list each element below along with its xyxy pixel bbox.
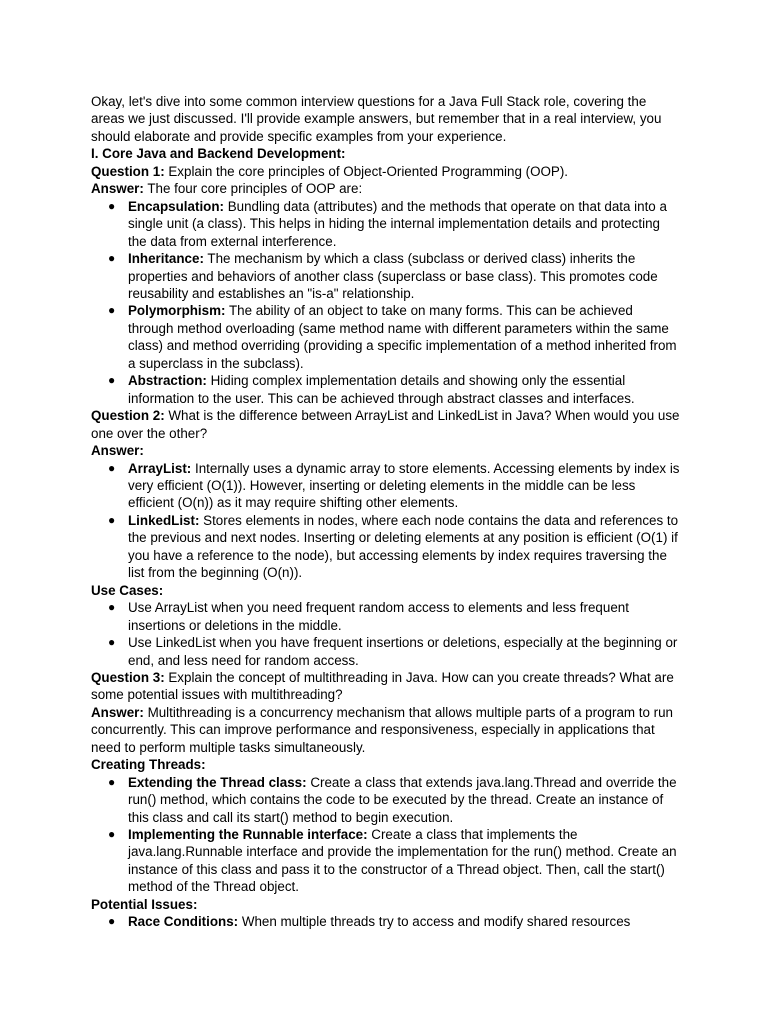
answer-1-label: Answer:: [91, 181, 144, 197]
bullet-icon: ●: [108, 600, 116, 615]
item-term: Polymorphism:: [128, 303, 226, 319]
item-term: Extending the Thread class:: [128, 774, 307, 790]
creating-threads-label: Creating Threads:: [91, 757, 206, 773]
item-text: Use ArrayList when you need frequent random access to elements and less frequent insertions or deletions in the middle.: [128, 600, 629, 633]
answer-2-label: Answer:: [91, 443, 144, 459]
item-term: Encapsulation:: [128, 198, 224, 214]
item-text: Bundling data (attributes) and the methods that operate on that data into a single unit (a class). This helps in hiding the internal implementation details and protecting the data from external interference.: [128, 198, 667, 249]
use-cases-list: [91, 599, 681, 669]
oop-principles-list: [91, 198, 681, 407]
document-page: [91, 93, 681, 931]
list-item: [108, 512, 681, 582]
potential-issues-list: [91, 913, 681, 930]
list-item: [108, 774, 681, 826]
item-text: Stores elements in nodes, where each node contains the data and references to the previous and next nodes. Inserting or deleting elements at any position is efficient (O(1) if you have a reference to the node), but accessing elements by index requires traversing the list from the beginning (O(n)).: [128, 512, 679, 581]
use-cases-label: Use Cases:: [91, 582, 164, 598]
question-3-text: Explain the concept of multithreading in Java. How can you create threads? What are some potential issues with multithreading?: [91, 669, 674, 703]
question-2-text: What is the difference between ArrayList and LinkedList in Java? When would you use one over the other?: [91, 408, 680, 441]
intro-paragraph: Okay, let's dive into some common interview questions for a Java Full Stack role, covering the areas we just discussed. I'll provide example answers, but remember that in a real interview, you should elaborate and provide specific examples from your experience.: [91, 94, 662, 144]
question-1-label: Question 1:: [91, 163, 165, 179]
creating-threads-heading: [91, 756, 681, 773]
bullet-icon: ●: [108, 827, 116, 842]
question-3: [91, 669, 681, 704]
question-2: [91, 407, 681, 442]
item-term: Race Conditions:: [128, 914, 239, 930]
item-text: The ability of an object to take on many forms. This can be achieved through method overloading (same method name with different parameters within the same class) and method overriding (providing a specific implementation of a method inherited from a superclass in the subclass).: [128, 303, 677, 371]
list-item: [108, 599, 681, 634]
bullet-icon: ●: [108, 774, 116, 789]
potential-issues-label: Potential Issues:: [91, 896, 198, 912]
item-text: The mechanism by which a class (subclass or derived class) inherits the properties and behaviors of another class (superclass or base class). This promotes code reusability and establishes an "is-a" relationship.: [128, 251, 658, 301]
list-item: [108, 913, 681, 930]
answer-2: [91, 442, 681, 459]
item-text: When multiple threads try to access and modify shared resources: [238, 914, 631, 930]
bullet-icon: ●: [108, 635, 116, 650]
bullet-icon: ●: [108, 251, 116, 266]
item-term: Implementing the Runnable interface:: [128, 827, 368, 843]
item-term: LinkedList:: [128, 512, 200, 528]
item-text: Internally uses a dynamic array to store elements. Accessing elements by index is very efficient (O(1)). However, inserting or deleting elements in the middle can be less efficient (O(n)) as it may require shifting other elements.: [128, 460, 680, 511]
answer-3-text: Multithreading is a concurrency mechanism that allows multiple parts of a program to run concurrently. This can improve performance and responsiveness, especially in applications that need to perform multiple tasks simultaneously.: [91, 704, 674, 755]
list-item: [108, 826, 681, 896]
potential-issues-heading: [91, 896, 681, 913]
list-item: [108, 302, 681, 372]
bullet-icon: ●: [108, 460, 116, 475]
answer-1-text: The four core principles of OOP are:: [143, 181, 363, 197]
bullet-icon: ●: [108, 512, 116, 527]
question-1-text: Explain the core principles of Object-Oriented Programming (OOP).: [164, 163, 569, 179]
item-text: Use LinkedList when you have frequent insertions or deletions, especially at the beginning or end, and less need for random access.: [128, 635, 678, 668]
use-cases-heading: [91, 582, 681, 599]
list-item: [108, 250, 681, 302]
answer-3: [91, 704, 681, 756]
section-heading: [91, 145, 681, 162]
creating-threads-list: [91, 774, 681, 896]
item-text: Create a class that extends java.lang.Thread and override the run() method, which contains the code to be executed by the thread. Create an instance of this class and call its start() method to begin execution.: [128, 774, 677, 825]
question-2-label: Question 2:: [91, 408, 165, 424]
bullet-icon: ●: [108, 303, 116, 318]
question-1: [91, 163, 681, 180]
item-text: Hiding complex implementation details and showing only the essential information to the user. This can be achieved through abstract classes and interfaces.: [128, 373, 635, 406]
list-item: [108, 460, 681, 512]
answer-1: [91, 180, 681, 197]
list-item: [108, 372, 681, 407]
question-3-label: Question 3:: [91, 669, 165, 685]
list-comparison: [91, 460, 681, 582]
bullet-icon: ●: [108, 198, 116, 213]
item-term: Inheritance:: [128, 251, 204, 267]
section-heading-text: I. Core Java and Backend Development:: [91, 146, 346, 162]
answer-3-label: Answer:: [91, 704, 144, 720]
item-term: ArrayList:: [128, 460, 192, 476]
list-item: [108, 198, 681, 250]
bullet-icon: ●: [108, 914, 116, 929]
bullet-icon: ●: [108, 373, 116, 388]
item-term: Abstraction:: [128, 373, 207, 389]
list-item: [108, 634, 681, 669]
item-text: Create a class that implements the java.lang.Runnable interface and provide the implementation for the run() method. Create an instance of this class and pass it to the constructor of a Thread object. Then, call the start() method of the Thread object.: [128, 827, 677, 895]
